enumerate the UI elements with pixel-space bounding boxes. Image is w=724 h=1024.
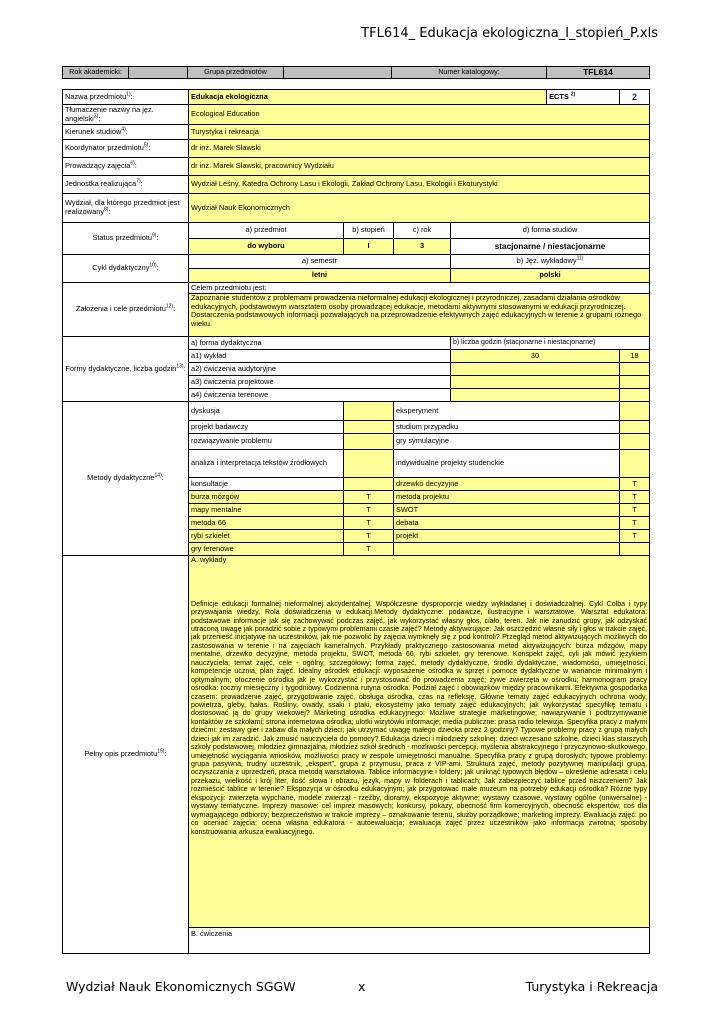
grupa-przedmiotow-value [284,67,392,79]
metoda-right-name: projekt [394,530,620,543]
opis-wyklady-cell [189,556,650,928]
metoda-right-mark: T [620,491,650,504]
status-rok-header: c) rok [394,223,451,239]
prowadzacy-label: Prowadzący zajęcia$^{6)}$: [63,158,189,176]
metoda-left-name: gry terenowe [189,543,344,556]
metoda-right-mark: T [620,504,650,517]
metoda-left-name: analiza i interpretacja tekstów źródłowych [189,450,344,478]
wydzial-value: Wydział Nauk Ekonomicznych [189,194,650,223]
metoda-right-mark: T [620,530,650,543]
nazwa-label: Nazwa przedmiotu$^{1)}$: [63,90,189,105]
forma-row-niestac [620,363,650,376]
jednostka-value: Wydział Leśny, Katedra Ochrony Lasu i Ekologii, Zakład Ochrony Lasu, Ekologii i Ekoturystyki [189,176,650,194]
koordynator-value: dr inż. Marek Sławski [189,140,650,158]
metoda-right-name: drzewko decyzyjne [394,478,620,491]
grupa-przedmiotow-label: Grupa przedmiotów [188,67,284,79]
tlumaczenie-value: Ecological Education [189,105,650,125]
document-header-title: TFL614_ Edukacja ekologiczna_I_stopień_P.xls [361,26,658,41]
rok-akademicki-label: Rok akademicki: [63,67,129,79]
metoda-left-mark [344,434,394,450]
ects-label: ECTS $^{2)}$ [547,90,620,105]
metoda-left-mark [344,450,394,478]
forma-row-name: a4) ćwiczenia terenowe [189,389,451,402]
status-przedmiot-value: do wyboru [189,239,344,255]
formy-forma-header: a) forma dydaktyczna [189,337,451,350]
metoda-right-name: studium przypadku [394,421,620,434]
metoda-left-name: rozwiązywanie problemu [189,434,344,450]
ects-value: 2 [620,90,650,105]
metoda-left-name: rybi szkielet [189,530,344,543]
zalozenia-label: Założenia i cele przedmiotu$^{12)}$: [63,283,189,337]
cykl-semestr-header: a) semestr [189,255,451,269]
metoda-right-name: SWOT [394,504,620,517]
status-stopien-header: b) stopień [344,223,394,239]
metoda-left-name: mapy mentalne [189,504,344,517]
metoda-left-mark: T [344,491,394,504]
forma-row-stac [451,376,620,389]
koordynator-label: Koordynator przedmiotu$^{5)}$: [63,140,189,158]
cykl-semestr-value: letni [189,269,451,283]
metoda-right-mark: T [620,478,650,491]
metoda-left-mark [344,421,394,434]
zalozenia-intro: Celem przedmiotu jest: [189,283,650,294]
numer-katalogowy-label: Numer katalogowy: [392,67,547,79]
prowadzacy-value: dr inż. Marek Sławski, pracownicy Wydziału [189,158,650,176]
metoda-right-name: gry symulacyjne [394,434,620,450]
status-stopien-value: I [344,239,394,255]
metoda-left-mark [344,402,394,421]
nazwa-value: Edukacja ekologiczna [189,90,547,105]
metoda-right-name: indywidualne projekty studenckie [394,450,620,478]
metoda-left-name: dyskusja [189,402,344,421]
forma-row-stac [451,363,620,376]
status-rok-value: 3 [394,239,451,255]
forma-row-name: a3) ćwiczenia projektowe [189,376,451,389]
metoda-left-mark: T [344,543,394,556]
tlumaczenie-label: Tłumaczenie nazwy na jęz. angielski$^{3)}$: [63,105,189,125]
status-przedmiot-header: a) przedmiot [189,223,344,239]
top-row-table [62,66,650,79]
zalozenia-text: Zapoznanie studentów z problemami prowadzenia nieformalnej edukacji ekologicznej i przyrodniczej, zasadami działania ośrodków edukacyjnych, podstawowym warsztatem osoby prowadzącej edukacje, metodami aktywnymi stosowanymi w edukacji przyrodniczej. Dostarczenia podstawowych informacji pozwalających na przeprowadzenie efektywnych zajęć edukacyjnych w terenie z grupami różnego wieku. [189,294,650,337]
syllabus-table [62,89,650,954]
metoda-left-name: metoda 66 [189,517,344,530]
footer-right: Turystyka i Rekreacja [525,979,658,994]
metoda-right-mark: T [620,517,650,530]
metoda-right-mark [620,450,650,478]
status-forma-header: d) forma studiów [451,223,650,239]
opis-wyklady-heading: A. wykłady [191,555,227,564]
forma-row-stac [451,389,620,402]
metoda-right-name: eksperyment [394,402,620,421]
forma-row-niestac [620,376,650,389]
metoda-right-name: metoda projektu [394,491,620,504]
cykl-jezyk-header: b) Jęz. wykładowy$^{11)}$ [451,255,650,269]
metoda-right-mark [620,421,650,434]
kierunek-value: Turystyka i rekreacja [189,125,650,140]
metoda-left-mark: T [344,517,394,530]
opis-wyklady-text: Definicje edukacji formalnej nieformalnej akcydentalnej. Współczesne dysproporcje wiedzy wykładanej i doświadczalnej. Cykl Colba i typy przyswajania wiedzy, Rola doświadczenia w edukacji.Metody dydaktyczne: podawcze, ilustracyjne i warsztatowe. Warsztat edukatora: podstawowe informacje jak się zachowywać podczas zajęć, jak wykorzystać własny głos, ciało, teren. Jak nie zanudzić grupy, jak odzyskać utraconą uwagę jak poradzić sobie z typowymi problemami czasie zajęć? Metody aktywizujące: Jak oszczędzić własne siły i głos w trakcie zajęć, jak przenieść inicjatywę na uczestników, jak nie pozwolić by zajęcia wymknęły się z pod kontroli? Przegląd metod aktywizujących możliwych do zastosowania w terenie i na zajęciach kameralnych. Przykłady praktycznego zastosowania metod aktywizujących: burza mózgów, mapy mentalne, drzewko decyzyjne, metoda projektu, SWOT, metoda 66, rybi szkielet, gry terenowe. Konspekt zajęć, cyli jak mówić językiem nauczyciela; temat zajęć, cele - ogólny, szczegółowy; forma zajęć, metody dydaktyczne, środki dydaktyczne, wiadomości, umiejętności, kompetencje ucznia, plan zajęć. Idealny ośrodek edukacji: wyposażenie ośrodka w sprzęt i pomoce dydaktyczne w wariancie minimalnym i optymalnym; otoczenie ośrodka jak je wykorzystać i przystosować do prowadzenia zajęć; żywe zwierzęta w ośrodku; harmonogram pracy ośrodka: roczny miesięczny i tygodniowy. Codzienna rutyna ośrodka. Podział zajęć i obowiązków między pracownikami. Efektywna gospodarka czasem: prowadzenie zajęć, przygotowanie zajęć, obsługa ośrodka, czas na refleksję. Główne tematy zajęć edukacyjnych ochrona wody, powietrza, gleby, hałas. Rośliny, owady, ssaki i ptaki, ekosystemy jako tematy zajęć edukacyjnych; jak wykorzystać specyfikę tematu i dostosować ją do grupy wiekowej? Marketing ośrodka edukacyjnego: Możliwe strategie marketingowe; nawiązywanie i podtrzymywanie kontaktów ze szkołami; strona internetowa ośrodka; ulotki wizytówki informacje; media publiczne: prasa radio telewizja. Specyfika pracy z małymi dziećmi: zestawy gier i zabaw dla małych dzieci; jak utrzymać uwagę małego dziecka przez 2 godziny? Typowe problemy pracy z grupą małych dzieci jak im zaradzić. Jak zmusić nauczyciela do pomocy? Edukacja dzieci i młodzieży szkolnej: dzieci wczesano szkolne, dzieci klas starszych szkoły podstawowej, młodzież gimnazjalna, młodzież szkół średnich - możliwości percepcji, myślenia abstrakcyjnego i przyczynowo-skutkowego, umiejętność wyciągania wniosków, możliwości pracy w zespole umiejętności manualne. Specyfika pracy z grupą dorosłych; typowe problemy: grupa pasywna, trudny uczestnik, „ekspert”, grupa z przymusu, praca z VIP-ami. Struktura zajęć, metody pozytywnej manipulacji grupą, oczyszczania z uprzedzeń, praca metodą warsztatowa. Tablice informacyjne i foldery; jak uniknąć typowych błędów – określenie adresata i celu przekazu, wielkość i krój liter, ilość słowa i obrazu, język, mapy w folderach i tablicach; Jak zabezpieczyć tablice przed niszczeniem? Jak rozmieścić tablice w terenie? Ekspozycja w ośrodku edukacyjnym; jak przygotować małe muzeum na potrzeby edukacji ośrodka? Różne typy ekspozycji: zwierzęta wypchane, modele zwierząt - rzeźby, dioramy, ekspozycje aktywne; wystawy czasowe, wystawy ogólne (uniwersalne) - wystawy tematyczne. Imprezy masowe: cel imprez masowych; konkursy, pokazy, obecność firm komercyjnych, obecność ekspertów, coś dla wymagającego odbiorcy; bezpieczeństwo w trakcie imprezy – oznakowanie terenu, służby porządkowe; marketing imprezy. Ewaluacja zajęć: po co oceniać zajęcia; ocena własna edukatora - autoewaluacja; ewaluacja zajęć przez uczestników jako informacja zwrotna; sposoby konstruowania arkusza ewaluacyjnego. [191,599,648,836]
metoda-left-mark [344,478,394,491]
forma-row-name: a2) ćwiczenia audytoryjne [189,363,451,376]
kierunek-label: Kierunek studiów$^{4)}$: [63,125,189,140]
status-forma-value: stacjonarne / niestacjonarne [451,239,650,255]
forma-row-stac: 30 [451,350,620,363]
opis-label: Pełny opis przedmiotu$^{15)}$: [63,556,189,954]
status-label: Status przedmiotu$^{9)}$: [63,223,189,255]
footer-center: x [358,979,366,994]
metoda-right-name: debata [394,517,620,530]
formy-godziny-header: b) liczba godzin (stacjonarne i niestacjonarne) [451,337,650,350]
metody-label: Metody dydaktyczne$^{14)}$: [63,402,189,556]
metoda-right-mark [620,434,650,450]
forma-row-niestac [620,389,650,402]
formy-label: Formy dydaktyczne, liczba godzin$^{13)}$: [63,337,189,402]
metoda-left-name: burza mózgów [189,491,344,504]
metoda-left-mark: T [344,530,394,543]
cykl-label: Cykl dydaktyczny$^{10)}$: [63,255,189,283]
metoda-left-mark: T [344,504,394,517]
metoda-left-name: projekt badawczy [189,421,344,434]
forma-row-name: a1) wykład [189,350,451,363]
metoda-left-name: konsultacje [189,478,344,491]
forma-row-niestac: 18 [620,350,650,363]
cykl-jezyk-value: polski [451,269,650,283]
metoda-right-mark [620,402,650,421]
footer-left: Wydział Nauk Ekonomicznych SGGW [66,979,296,994]
metoda-right-name [394,543,620,556]
wydzial-label: Wydział, dla którego przedmiot jest realizowany$^{8)}$: [63,194,189,223]
opis-cwiczenia-heading: B. ćwiczenia [189,928,650,954]
jednostka-label: Jednostka realizująca$^{7)}$: [63,176,189,194]
numer-katalogowy-value: TFL614 [547,67,650,79]
rok-akademicki-value [129,67,188,79]
metoda-right-mark [620,543,650,556]
